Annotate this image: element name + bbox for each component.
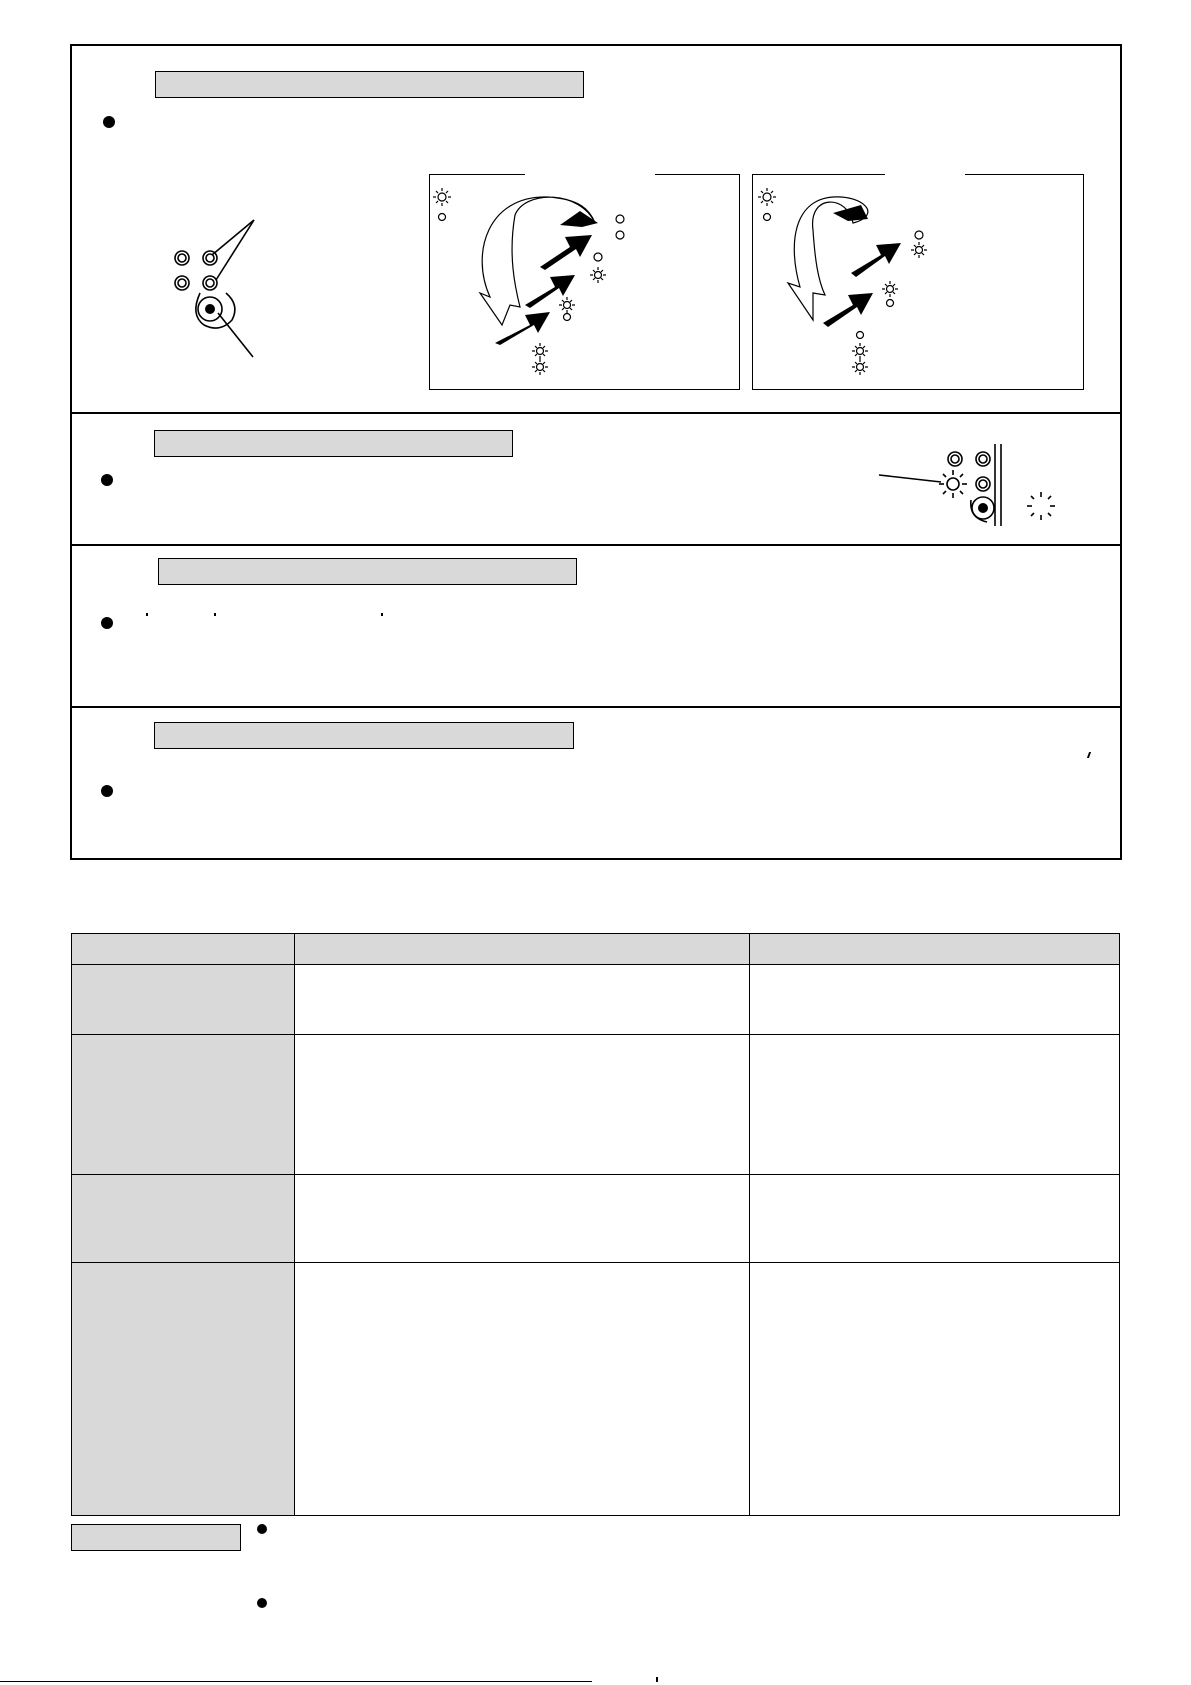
indicator-lamp-icon: [976, 477, 990, 491]
section-divider: [70, 706, 1122, 708]
lamp-flashing-icon: [758, 188, 776, 206]
sequence-diagram-2: [752, 174, 1084, 390]
lamp-off-icon: [887, 300, 894, 307]
text-mark: [656, 1677, 658, 1682]
bullet-point: [101, 785, 113, 797]
step-arrow-icon: [540, 235, 592, 270]
note-item: [278, 1518, 1118, 1558]
bullet-point: [103, 116, 115, 128]
lamp-off-icon: [616, 215, 624, 223]
table-cell: [295, 1263, 750, 1516]
step-arrow-icon: [851, 243, 901, 277]
table-row: [72, 965, 1120, 1035]
note-item: [278, 1592, 1118, 1632]
table-cell: [750, 965, 1120, 1035]
table-header-cell: [750, 934, 1120, 965]
control-panel-illustration: [160, 205, 280, 365]
section-1-body: [125, 110, 1025, 150]
indicator-lamp-icon: [203, 276, 217, 290]
table-row: [72, 1035, 1120, 1175]
step-arrow-icon: [823, 293, 873, 327]
bullet-point: [101, 474, 113, 486]
section-4-body: [125, 778, 1085, 838]
table-header-cell: [295, 934, 750, 965]
bullet-point: [257, 1524, 267, 1534]
section-3-body: [125, 610, 1085, 670]
table-cell: [295, 965, 750, 1035]
note-label: [71, 1524, 241, 1551]
lamp-off-icon: [439, 214, 446, 221]
table-cell: [72, 1035, 295, 1175]
table-cell: [750, 1035, 1120, 1175]
lamp-off-icon: [594, 253, 602, 261]
text-mark: [214, 613, 216, 616]
lamp-off-icon: [857, 332, 864, 339]
page-footer-rule: [0, 1681, 592, 1682]
indicator-lamp-icon: [948, 452, 962, 466]
section-divider: [70, 544, 1122, 546]
section-2-body: [125, 468, 865, 508]
table-cell: [750, 1263, 1120, 1516]
section-3-heading: [158, 558, 577, 585]
text-mark: [381, 613, 383, 616]
bullet-point: [101, 617, 113, 629]
bullet-point: [257, 1598, 267, 1608]
section-4-heading: [154, 722, 574, 749]
table-cell: [295, 1035, 750, 1175]
table-cell: [295, 1175, 750, 1263]
table-header-cell: [72, 934, 295, 965]
indicator-lamp-icon: [175, 276, 189, 290]
table-cell: [750, 1175, 1120, 1263]
indicator-lamp-icon: [976, 452, 990, 466]
section-divider: [70, 412, 1122, 414]
lamp-off-icon: [915, 231, 923, 239]
table-cell: [72, 1175, 295, 1263]
specification-table: [71, 933, 1120, 1516]
table-header-row: [72, 934, 1120, 965]
lamp-off-icon: [564, 314, 571, 321]
table-row: [72, 1175, 1120, 1263]
flashing-lamp-illustration: [875, 440, 1065, 530]
table-cell: [72, 965, 295, 1035]
section-1-heading: [155, 71, 584, 98]
section-2-heading: [154, 430, 513, 457]
lamp-flashing-icon: [939, 470, 967, 498]
lamp-flashing-icon: [433, 188, 451, 206]
sequence-diagram-1: [429, 174, 740, 390]
table-row: [72, 1263, 1120, 1516]
table-cell: [72, 1263, 295, 1516]
lamp-off-icon: [764, 214, 771, 221]
text-mark: [146, 613, 148, 616]
lamp-off-icon: [616, 231, 624, 239]
step-arrow-icon: [525, 275, 575, 308]
indicator-lamp-icon: [175, 251, 189, 265]
lamp-flashing-icon: [1027, 492, 1055, 520]
